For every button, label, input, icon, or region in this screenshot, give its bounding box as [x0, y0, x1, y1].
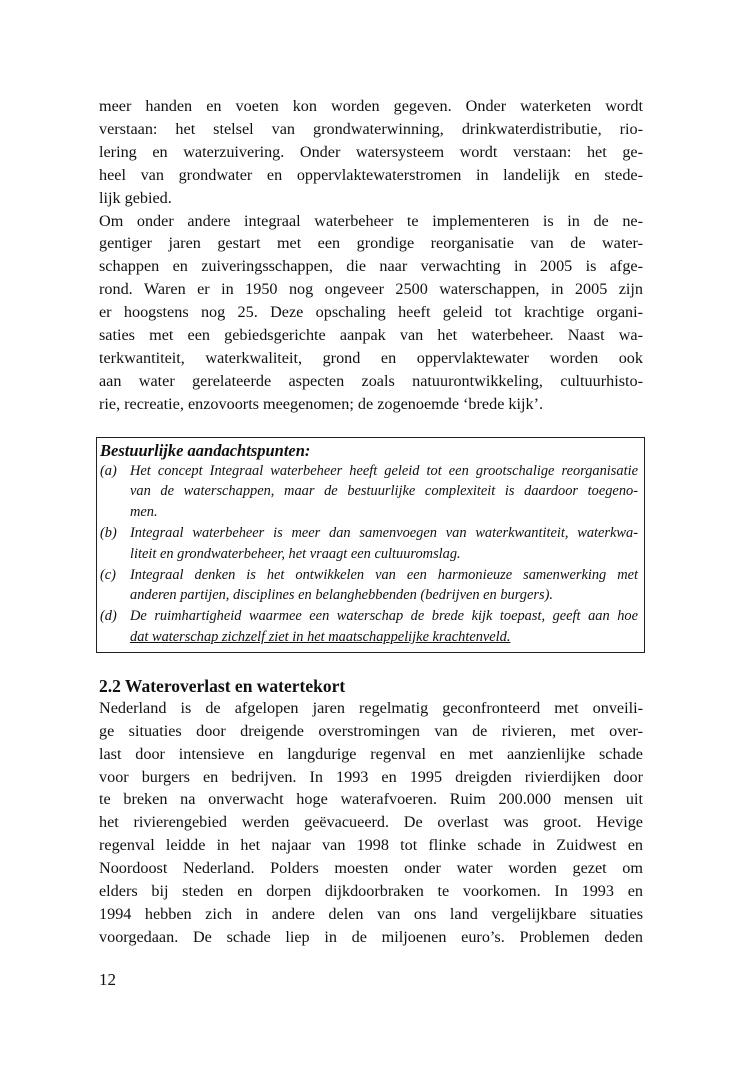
- text-line: rie, recreatie, enzovoorts meegenomen; de zogenoemde ‘brede kijk’.: [99, 394, 544, 413]
- text-line: te breken na onverwacht hoge waterafvoeren. Ruim 200.000 mensen uit: [99, 790, 643, 809]
- text-line: meer handen en voeten kon worden gegeven. Onder waterketen wordt: [99, 97, 643, 115]
- text-line: Het concept Integraal waterbeheer heeft geleid tot een grootschalige reorganisatie: [130, 462, 638, 479]
- text-line: last door intensieve en langdurige regenval en met aanzienlijke schade: [99, 744, 643, 763]
- item-marker: (a): [100, 462, 117, 479]
- text-line: voor burgers en bedrijven. In 1993 en 1995 dreigden rivierdijken door: [99, 767, 643, 786]
- text-line: anderen partijen, disciplines en belanghebbenden (bedrijven en burgers).: [130, 587, 553, 604]
- text-line: Om onder andere integraal waterbeheer te implementeren is in de ne-: [99, 211, 643, 230]
- text-line: het rivierengebied werden geëvacueerd. De overlast was groot. Hevige: [99, 813, 643, 832]
- text-line: er hoogstens nog 25. Deze opschaling heeft geleid tot krachtige organi-: [99, 303, 643, 322]
- text-line: 1994 hebben zich in andere delen van ons land vergelijkbare situaties: [99, 905, 643, 924]
- text-line: elders bij steden en dorpen dijkdoorbraken te voorkomen. In 1993 en: [99, 882, 643, 901]
- text-line: terkwantiteit, waterkwaliteit, grond en oppervlaktewater worden ook: [99, 348, 643, 367]
- box-item-d: [100, 606, 644, 648]
- section-heading: 2.2 Wateroverlast en watertekort: [99, 675, 346, 696]
- text-line: regenval leidde in het najaar van 1998 tot flinke schade in Zuidwest en: [99, 836, 643, 855]
- text-line: Nederland is de afgelopen jaren regelmatig geconfronteerd met onveili-: [99, 698, 643, 717]
- text-line: voorgedaan. De schade liep in de miljoenen euro’s. Problemen deden: [99, 927, 643, 946]
- page-number: 12: [99, 970, 116, 989]
- text-line: Integraal waterbeheer is meer dan samenvoegen van waterkwantiteit, waterkwa-: [130, 525, 638, 542]
- paragraph-wateroverlast: [99, 697, 643, 949]
- text-line: van de waterschappen, maar de bestuurlijke complexiteit is daardoor toegeno-: [130, 483, 638, 500]
- text-line: lijk gebied.: [99, 188, 172, 207]
- box-item-c: [100, 565, 644, 607]
- page-content: [99, 95, 643, 949]
- box-item-b: [100, 523, 644, 565]
- text-line: lering en waterzuivering. Onder watersysteem wordt verstaan: het ge-: [99, 142, 643, 161]
- text-line: De ruimhartigheid waarmee een waterschap de brede kijk toepast, geeft aan hoe: [130, 608, 638, 625]
- item-marker: (c): [100, 566, 116, 583]
- text-line: heel van grondwater en oppervlaktewaterstromen in landelijk en stede-: [99, 165, 643, 184]
- text-line: Noordoost Nederland. Polders moesten onder water worden gezet om: [99, 859, 643, 878]
- text-line: ge situaties door dreigende overstromingen van de rivieren, met over-: [99, 721, 643, 740]
- text-line: schappen en zuiveringsschappen, die naar verwachting in 2005 is afge-: [99, 257, 643, 276]
- paragraph-reorganisatie: [99, 210, 643, 416]
- paragraph-waterketen: [99, 95, 643, 210]
- text-line: saties met een gebiedsgerichte aanpak van het waterbeheer. Naast wa-: [99, 326, 643, 345]
- text-line: liteit en grondwaterbeheer, het vraagt een cultuuromslag.: [130, 545, 461, 562]
- text-line: Integraal denken is het ontwikkelen van een harmonieuze samenwerking met: [130, 566, 638, 583]
- box-title: Bestuurlijke aandachtspunten:: [100, 440, 311, 460]
- item-marker: (b): [100, 525, 117, 542]
- item-marker: (d): [100, 608, 117, 625]
- text-line: verstaan: het stelsel van grondwaterwinning, drinkwaterdistributie, rio-: [99, 119, 643, 138]
- text-line: gentiger jaren gestart met een grondige reorganisatie van de water-: [99, 234, 643, 253]
- text-line: men.: [130, 504, 158, 521]
- text-line: dat waterschap zichzelf ziet in het maatschappelijke krachtenveld.: [130, 629, 511, 646]
- text-line: rond. Waren er in 1950 nog ongeveer 2500 waterschappen, in 2005 zijn: [99, 280, 643, 299]
- text-line: aan water gerelateerde aspecten zoals natuurontwikkeling, cultuurhisto-: [99, 371, 643, 390]
- box-item-a: [100, 461, 644, 523]
- bestuurlijke-aandachtspunten-box: [96, 437, 645, 653]
